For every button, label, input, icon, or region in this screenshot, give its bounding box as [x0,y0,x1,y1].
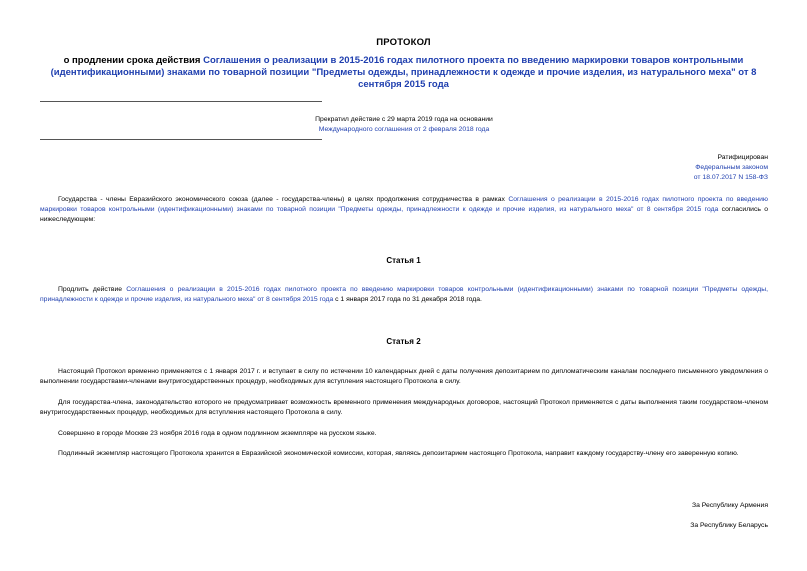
ratified-label: Ратифицирован [717,154,768,161]
preamble-text-before: Государства - члены Евразийского экономического союза (далее - государства-члены) в целях продолжения сотрудничества в рамках [58,196,509,203]
document-subtitle [40,55,767,91]
preamble-text-after: согласились о нижеследующем: [40,206,768,223]
article-1-heading: Статья 1 [386,256,421,265]
status-note [300,115,508,135]
status-text: Прекратил действие с 29 марта 2019 года на основании [315,116,493,123]
subtitle-prefix: о продлении срока действия [63,55,204,66]
federal-law-number-link[interactable]: от 18.07.2017 N 158-ФЗ [693,174,768,181]
article-2-paragraph-3: Совершено в городе Москве 23 ноября 2016 года в одном подлинном экземпляре на русском языке. [58,430,377,437]
preamble-agreement-link[interactable]: Соглашения о реализации в 2015-2016 годах пилотного проекта по введению маркировки товаров контрольными (идентификационными) знаками по товарной позиции "Предметы одежды, принадлежности к одежде и прочие изделия, из натурального меха" от 8 сентября 2015 года [40,196,768,213]
ratification-note [560,153,768,183]
article-2-paragraph-1: Настоящий Протокол временно применяется с 1 января 2017 г. и вступает в силу по истечении 10 календарных дней с даты получения депозитарием по дипломатическим каналам последнего письменного уведомления о выполнении государствами-членами внутригосударственных процедур, необходимых для вступления настоящего Протокола в силу. [40,368,768,385]
preamble-paragraph [40,195,768,225]
article-2-heading: Статья 2 [386,337,421,346]
divider-bottom [40,139,322,140]
article-1-text-before: Продлить действие [58,286,127,293]
international-agreement-link[interactable]: Международного соглашения от 2 февраля 2018 года [318,126,490,133]
signature-belarus: За Республику Беларусь [690,522,768,529]
signature-armenia: За Республику Армения [691,502,768,509]
article-1-agreement-link[interactable]: Соглашения о реализации в 2015-2016 годах пилотного проекта по введению маркировки товаров контрольными (идентификационными) знаками по товарной позиции "Предметы одежды, принадлежности к одежде и прочие изделия, из натурального меха" от 8 сентября 2015 года [40,286,768,303]
document-title: ПРОТОКОЛ [376,37,431,48]
article-1-paragraph [40,285,768,305]
article-2-paragraph-4: Подлинный экземпляр настоящего Протокола хранится в Евразийской экономической комиссии, которая, являясь депозитарием настоящего Протокола, направит каждому государству-члену его заверенную копию. [58,450,739,457]
federal-law-link[interactable]: Федеральным законом [695,164,768,171]
article-1-text-after: с 1 января 2017 года по 31 декабря 2018 года. [333,296,482,303]
agreement-link[interactable]: Соглашения о реализации в 2015-2016 годах пилотного проекта по введению маркировки товаров контрольными (идентификационными) знаками по товарной позиции "Предметы одежды, принадлежности к одежде и прочие изделия, из натурального меха" от 8 сентября 2015 года [50,55,757,90]
article-2-paragraph-2: Для государства-члена, законодательство которого не предусматривает возможность временного применения международных договоров, настоящий Протокол применяется с даты выполнения таким государством-членом внутригосударственных процедур, необходимых для вступления настоящего Протокола в силу. [40,399,768,416]
divider-top [40,101,322,102]
